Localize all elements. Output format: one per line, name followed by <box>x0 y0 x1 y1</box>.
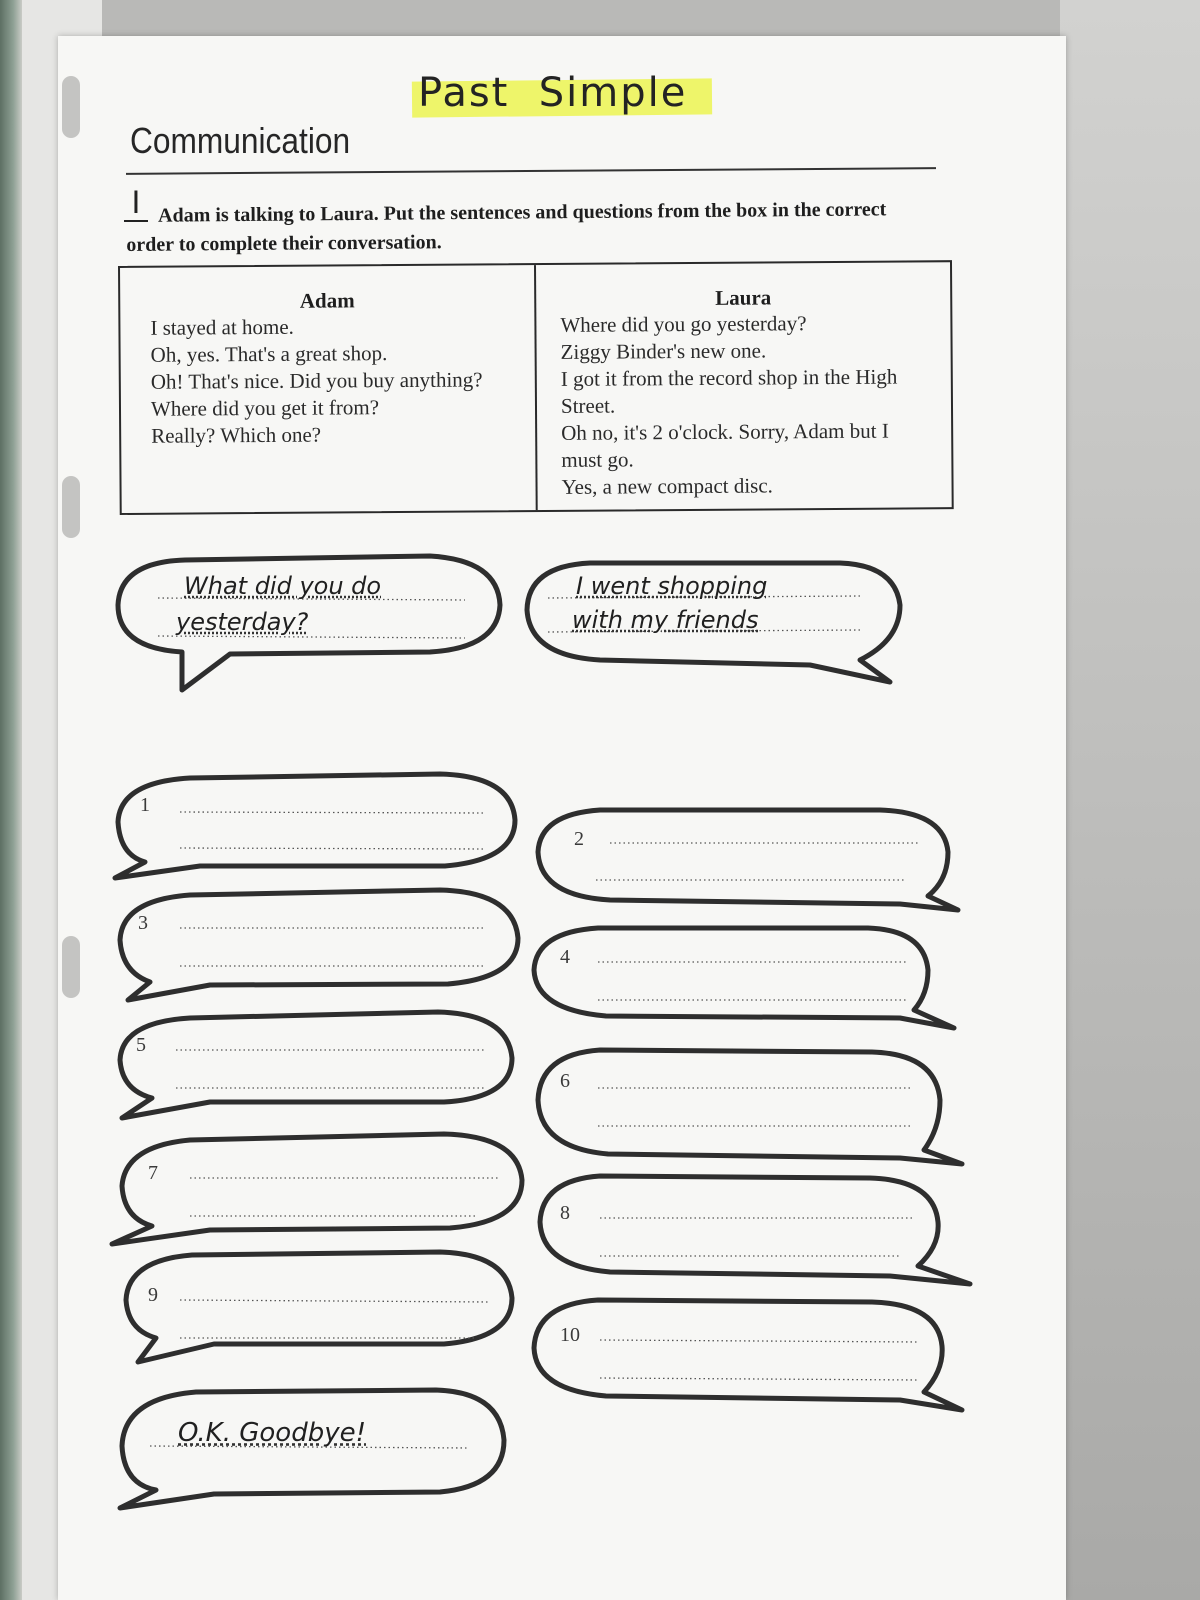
laura-line: Where did you go yesterday? <box>560 311 807 337</box>
section-title: Communication <box>130 120 351 161</box>
background-surface <box>1060 0 1200 1600</box>
adam-heading: Adam <box>299 288 355 313</box>
binder-edge <box>0 0 22 1600</box>
bubble-number: 8 <box>560 1202 570 1224</box>
sentence-box <box>118 260 954 515</box>
laura-line: Ziggy Binder's new one. <box>560 338 767 364</box>
bubble-number: 2 <box>574 828 584 850</box>
adam-lines <box>120 312 535 450</box>
laura-heading: Laura <box>715 285 772 310</box>
example-laura-line-1: I went shopping <box>576 572 768 600</box>
adam-line: Where did you get it from? <box>150 395 380 421</box>
laura-line: Yes, a new compact disc. <box>561 473 773 499</box>
punch-hole <box>62 936 80 998</box>
adam-line: I stayed at home. <box>150 314 294 340</box>
bubble-number: 1 <box>140 794 150 816</box>
adam-line: Really? Which one? <box>151 422 322 448</box>
adam-line: Oh, yes. That's a great shop. <box>150 341 388 367</box>
laura-lines <box>536 309 951 501</box>
closing-line: O.K. Goodbye! <box>178 1418 367 1448</box>
exercise-number: I <box>124 184 148 222</box>
adam-line: Oh! That's nice. Did you buy anything? <box>150 367 483 394</box>
bubble-number: 4 <box>560 946 570 968</box>
bubble-number: 5 <box>136 1034 146 1056</box>
bubble-number: 3 <box>138 912 148 934</box>
exercise-instruction: Adam is talking to Laura. Put the sentences and questions from the box in the correct order to complete their conversation. <box>126 198 887 256</box>
bubble-number: 6 <box>560 1070 570 1092</box>
example-adam-line-1: What did you do <box>184 572 382 600</box>
punch-hole <box>62 76 80 138</box>
punch-hole <box>62 476 80 538</box>
example-adam-line-2: yesterday? <box>176 608 309 636</box>
bubble-number: 9 <box>148 1284 158 1306</box>
laura-line: Oh no, it's 2 o'clock. Sorry, Adam but I must go. <box>561 418 889 472</box>
bubble-number: 7 <box>148 1162 158 1184</box>
laura-column <box>534 262 952 510</box>
laura-line: I got it from the record shop in the High Street. <box>560 364 898 418</box>
adam-column <box>120 265 536 513</box>
example-laura-line-2: with my friends <box>572 606 759 634</box>
page-title: Past Simple <box>418 70 688 116</box>
bubble-number: 10 <box>560 1324 580 1346</box>
